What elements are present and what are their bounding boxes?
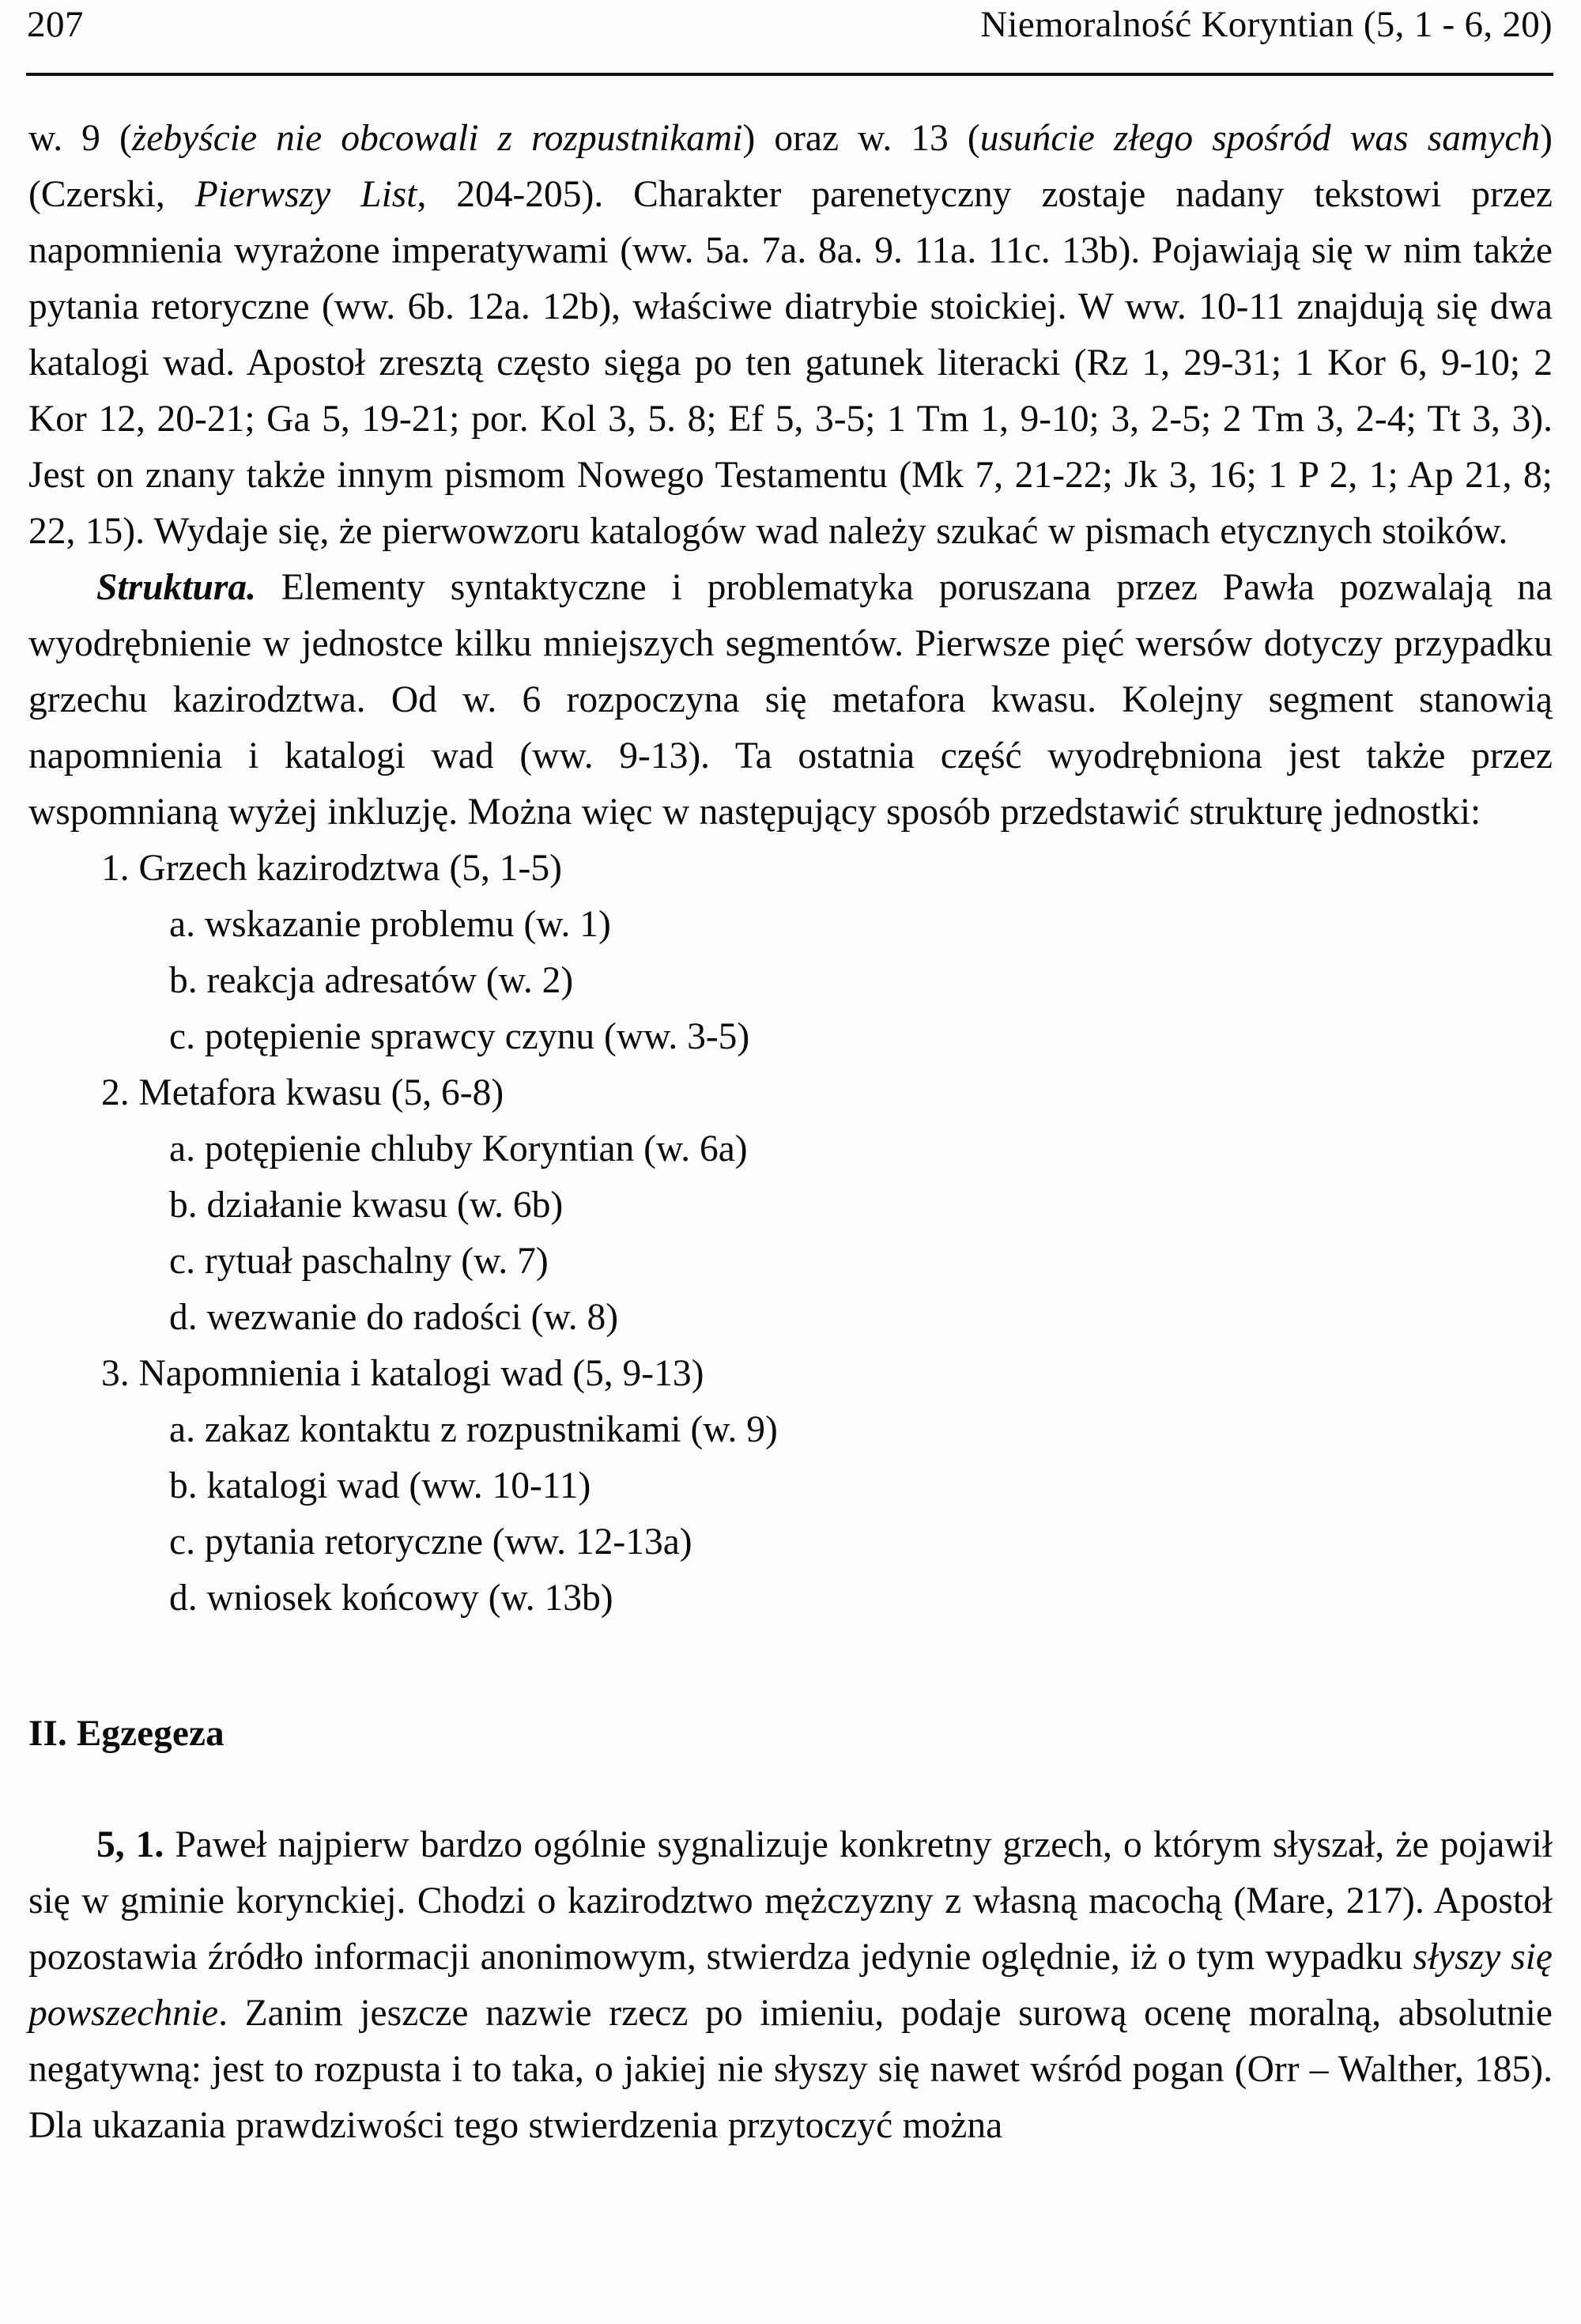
structure-outline-list [28,841,1553,1627]
outline-item: c. rytuał paschalny (w. 7) [169,1241,549,1282]
page-header [27,6,1553,70]
outline-item: a. zakaz kontaktu z rozpustnikami (w. 9) [169,1409,778,1450]
text-run: . Zanim jeszcze nazwie rzecz po imieniu, podaje surową ocenę moralną, absolutnie negatywną: jest to rozpusta i to taka, o jakiej nie słyszy się nawet wśród pogan (Orr – Walther, 185). Dla ukazania prawdziwości tego stwierdzenia przytoczyć można [28,1993,1553,2146]
outline-item: a. wskazanie problemu (w. 1) [169,904,611,945]
outline-item: 2. Metafora kwasu (5, 6-8) [101,1072,504,1113]
section-heading-egzegeza: II. Egzegeza [28,1713,225,1754]
outline-item: b. działanie kwasu (w. 6b) [169,1185,564,1226]
spacer [28,1627,1553,1706]
text-run: Elementy syntaktyczne i problematyka poruszana przez Pawła pozwalają na wyodrębnienie w jednostce kilku mniejszych segmentów. Pierwsze pięć wersów dotyczy przypadku grzechu kazirodztwa. Od w. 6 rozpoczyna się metafora kwasu. Kolejny segment stanowią napomnienia i katalogi wad (ww. 9-13). Ta ostatnia część wyodrębniona jest także przez wspomnianą wyżej inkluzję. Można więc w następujący sposób przedstawić strukturę jednostki: [28,567,1553,833]
outline-item: a. potępienie chluby Koryntian (w. 6a) [169,1128,748,1170]
text-column [28,111,1553,2154]
paragraph-lead-in-struktura: Struktura. [96,567,256,608]
paragraph-structure-intro [28,111,1553,560]
outline-item: b. reakcja adresatów (w. 2) [169,960,574,1001]
outline-item: d. wezwanie do radości (w. 8) [169,1297,619,1338]
text-run: ) (Czerski, [28,118,1553,215]
header-divider-rule [26,73,1553,76]
outline-item: 3. Napomnienia i katalogi wad (5, 9-13) [101,1353,704,1394]
outline-item: b. katalogi wad (ww. 10-11) [169,1465,591,1506]
spacer [28,1762,1553,1817]
outline-item: d. wniosek końcowy (w. 13b) [169,1578,613,1619]
outline-item: c. pytania retoryczne (ww. 12-13a) [169,1521,692,1563]
verse-reference-lead-in: 5, 1. [96,1824,164,1865]
text-run: w. 9 ( [28,118,132,159]
text-run: Paweł najpierw bardzo ogólnie sygnalizuje konkretny grzech, o którym słyszał, że pojawił się w gminie korynckiej. Chodzi o kazirodztwo mężczyzny z własną macochą (Mare, 217). Apostoł pozostawia źródło informacji anonimowym, stwierdza jedynie oględnie, iż o tym wypadku [28,1824,1553,1978]
scripture-quote-italic: żebyście nie obcowali z rozpustnikami [131,118,743,159]
running-title: Niemoralność Koryntian (5, 1 - 6, 20) [980,4,1553,45]
outline-item: c. potępienie sprawcy czynu (ww. 3-5) [169,1016,750,1057]
page-number: 207 [27,4,84,45]
text-run: , 204-205). Charakter parenetyczny zostaje nadany tekstowi przez napomnienia wyrażone imperatywami (ww. 5a. 7a. 8a. 9. 11a. 11c. 13b). Pojawiają się w nim także pytania retoryczne (ww. 6b. 12a. 12b), właściwe diatrybie stoickiej. W ww. 10-11 znajdują się dwa katalogi wad. Apostoł zresztą często sięga po ten gatunek literacki (Rz 1, 29-31; 1 Kor 6, 9-10; 2 Kor 12, 20-21; Ga 5, 19-21; por. Kol 3, 5. 8; Ef 5, 3-5; 1 Tm 1, 9-10; 3, 2-5; 2 Tm 3, 2-4; Tt 3, 3). Jest on znany także innym pismom Nowego Testamentu (Mk 7, 21-22; Jk 3, 16; 1 P 2, 1; Ap 21, 8; 22, 15). Wydaje się, że pierwowzoru katalogów wad należy szukać w pismach etycznych stoików. [28,174,1553,552]
paragraph-verse-commentary [28,1817,1553,2154]
paragraph-struktura [28,560,1553,841]
outline-item: 1. Grzech kazirodztwa (5, 1-5) [101,848,562,889]
text-run: ) oraz w. 13 ( [742,118,980,159]
quoted-phrase-italic: słyszy się powszechnie [28,1937,1553,2034]
scripture-quote-italic: usuńcie złego spośród was samych [979,118,1541,159]
citation-title-italic: Pierwszy List [194,174,417,215]
